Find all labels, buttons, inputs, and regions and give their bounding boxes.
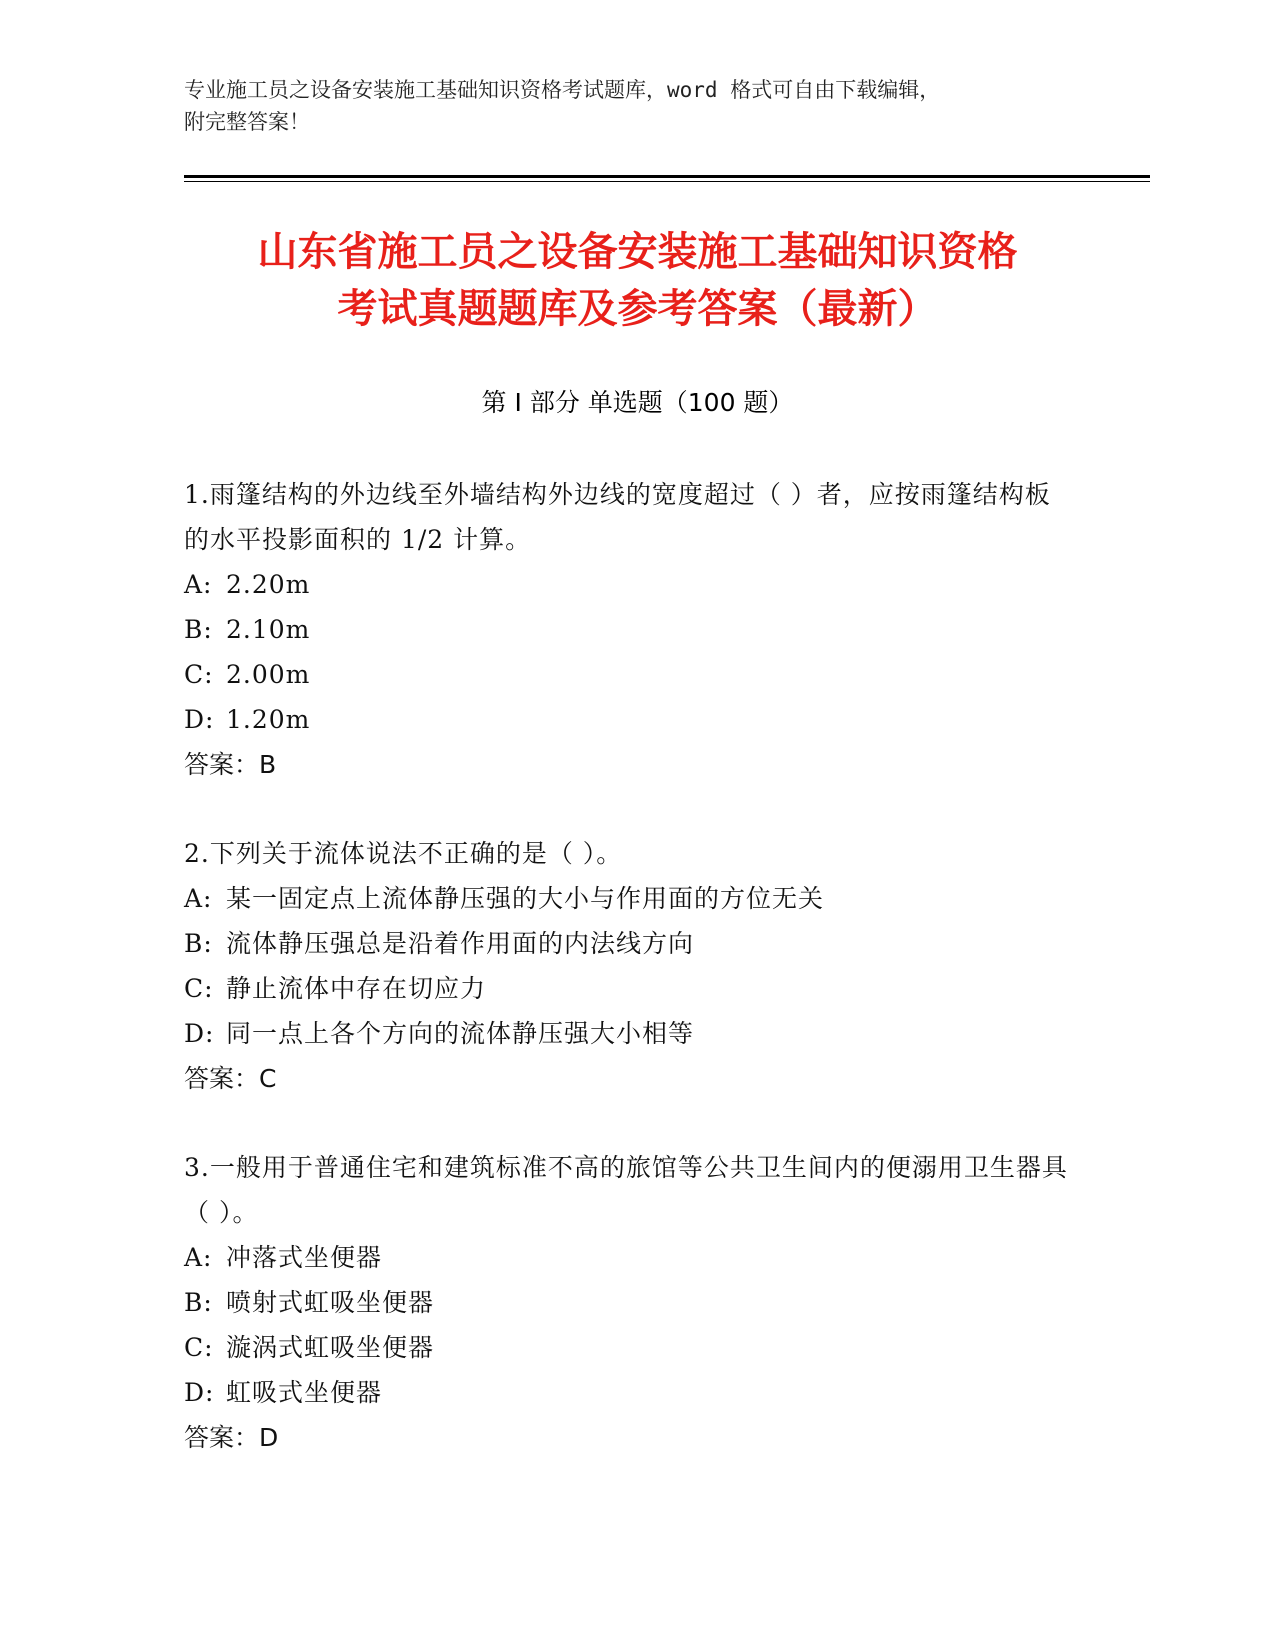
- option-text: 2.00m: [226, 660, 311, 689]
- header-note: [184, 74, 1084, 138]
- question-1: [184, 472, 1074, 787]
- option-letter: D:: [184, 1019, 215, 1048]
- option-letter: D:: [184, 1378, 215, 1407]
- title-line2: 考试真题题库及参考答案（最新）: [337, 286, 938, 332]
- option-letter: C:: [184, 974, 214, 1003]
- option-text: 虹吸式坐便器: [226, 1378, 383, 1407]
- option-letter: C:: [184, 1333, 214, 1362]
- document-title: [120, 224, 1155, 338]
- header-note-line1: 专业施工员之设备安装施工基础知识资格考试题库，word 格式可自由下载编辑，: [184, 78, 941, 102]
- option-d: [184, 1011, 1074, 1056]
- option-text: 同一点上各个方向的流体静压强大小相等: [226, 1019, 695, 1048]
- title-line1: 山东省施工员之设备安装施工基础知识资格: [257, 229, 1018, 275]
- option-d: [184, 697, 1074, 742]
- option-text: 漩涡式虹吸坐便器: [226, 1333, 435, 1362]
- option-a: [184, 1235, 1074, 1280]
- option-text: 某一固定点上流体静压强的大小与作用面的方位无关: [226, 884, 825, 913]
- option-letter: B:: [184, 615, 213, 644]
- option-letter: A:: [184, 570, 213, 599]
- header-rule-thin: [184, 181, 1150, 182]
- question-stem: 3.一般用于普通住宅和建筑标准不高的旅馆等公共卫生间内的便溺用卫生器具（ ）。: [184, 1153, 1068, 1227]
- answer: 答案：D: [184, 1423, 279, 1452]
- option-letter: B:: [184, 929, 213, 958]
- option-b: [184, 1280, 1074, 1325]
- option-text: 喷射式虹吸坐便器: [226, 1288, 435, 1317]
- option-text: 1.20m: [226, 705, 311, 734]
- option-b: [184, 607, 1074, 652]
- option-text: 流体静压强总是沿着作用面的内法线方向: [226, 929, 695, 958]
- option-text: 冲落式坐便器: [226, 1243, 383, 1272]
- answer: 答案：C: [184, 1064, 277, 1093]
- answer: 答案：B: [184, 750, 277, 779]
- option-text: 2.10m: [226, 615, 311, 644]
- question-stem: 2.下列关于流体说法不正确的是（ ）。: [184, 839, 623, 868]
- question-list: [184, 472, 1074, 1504]
- option-letter: B:: [184, 1288, 213, 1317]
- section-heading: 第 I 部分 单选题（100 题）: [481, 388, 794, 417]
- option-letter: A:: [184, 1243, 213, 1272]
- question-2: [184, 831, 1074, 1101]
- header-rule-thick: [184, 175, 1150, 178]
- option-a: [184, 876, 1074, 921]
- option-c: [184, 652, 1074, 697]
- question-stem: 1.雨篷结构的外边线至外墙结构外边线的宽度超过（ ）者，应按雨篷结构板的水平投影面积的 1/2 计算。: [184, 480, 1051, 554]
- option-text: 2.20m: [226, 570, 311, 599]
- header-note-line2: 附完整答案！: [184, 110, 310, 134]
- option-c: [184, 1325, 1074, 1370]
- option-c: [184, 966, 1074, 1011]
- option-letter: D:: [184, 705, 215, 734]
- question-3: [184, 1145, 1074, 1460]
- option-letter: A:: [184, 884, 213, 913]
- option-a: [184, 562, 1074, 607]
- option-b: [184, 921, 1074, 966]
- option-letter: C:: [184, 660, 214, 689]
- option-text: 静止流体中存在切应力: [226, 974, 487, 1003]
- option-d: [184, 1370, 1074, 1415]
